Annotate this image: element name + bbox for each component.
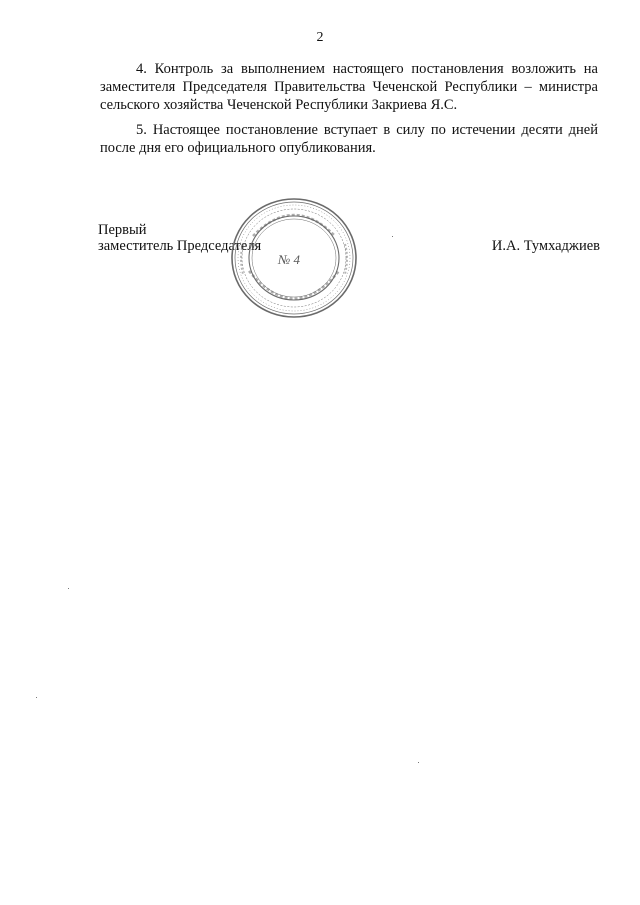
scan-speck [36,697,37,698]
stamp-number: № 4 [277,252,301,267]
paragraph-5: 5. Настоящее постановление вступает в силу по истечении десяти дней после дня его официального опубликования. [100,122,598,156]
signer-name: И.А. Тумхаджиев [491,238,600,254]
scan-speck [68,588,69,589]
signer-title-line-2: заместитель Председателя [98,238,262,254]
scan-speck [418,762,419,763]
scan-speck [392,236,393,237]
signer-title-line-1: Первый [98,222,147,238]
paragraph-4: 4. Контроль за выполнением настоящего постановления возложить на заместителя Председателя Правительства Чеченской Республики – министра сельского хозяйства Чеченской Республики Закриева Я.С. [100,61,598,113]
page-number: 2 [316,30,324,45]
official-stamp-seal [229,196,359,320]
